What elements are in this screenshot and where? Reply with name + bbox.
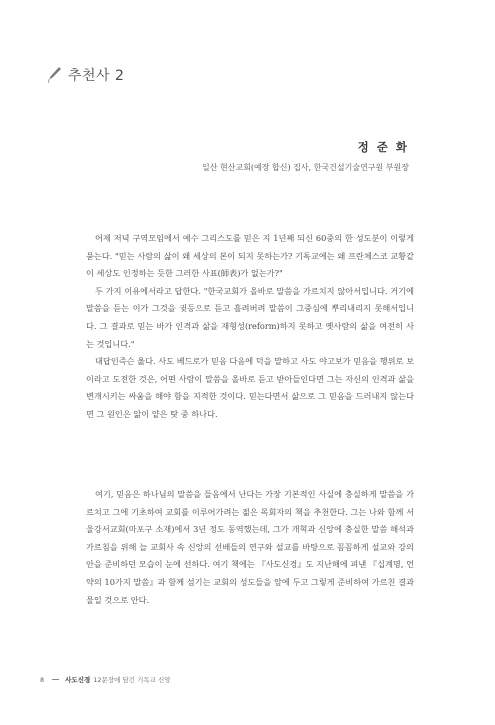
body-paragraph: 어제 저녁 구역모임에서 예수 그리스도를 믿은 지 1년째 되신 60중의 한 성도분이 이렇게 묻는다. "믿는 사람의 삶이 왜 세상의 본이 되지 못하는가? 기독교에는 왜 프란체스코 교황같이 세상도 인정하는 듯한 그러한 사표(師表)가 없는가?" — [86, 233, 414, 279]
body-text-block-1 — [86, 230, 414, 424]
body-paragraph: 여기, 믿음은 하나님의 말씀을 들음에서 난다는 가장 기본적인 사실에 충실하게 말씀을 가르치고 그에 기초하여 교회를 이루어가려는 젊은 목회자의 책을 추천한다. 그는 나와 함께 서울강서교회(마포구 소재)에서 3년 정도 동역했는데, 그가 개혁과 신앙에 충실한 말씀 해석과 가르침을 위해 늘 교회사 속 신앙의 선배들의 연구와 설교를 바탕으로 꼼꼼하게 설교와 강의안을 준비하던 모습이 눈에 선하다. 여기 책에는 『사도신경』도 지난해에 펴낸 『십계명, 언약의 10가지 말씀』과 함께 섬기는 교회의 성도들을 앞에 두고 그렇게 준비하여 가르친 결과물일 것으로 안다. — [86, 489, 414, 605]
section-heading — [46, 63, 124, 87]
body-paragraph: 대답인즉슨 옳다. 사도 베드로가 믿음 다음에 덕을 말하고 사도 야고보가 믿음을 행위로 보이라고 도전한 것은, 어떤 사람이 말씀을 올바로 듣고 받아들인다면 그는 자신의 인격과 삶을 변개시키는 싸움을 해야 함을 지적한 것이다. 믿는다면서 삶으로 그 믿음을 드러내지 않는다면 그 원인은 앎이 얕은 탓 중 하나다. — [86, 356, 414, 419]
page-footer — [40, 675, 171, 684]
footer-divider — [52, 679, 59, 680]
pen-icon — [46, 66, 62, 84]
author-name: 정 준 화 — [357, 140, 409, 154]
section-title: 추천사 2 — [68, 68, 125, 84]
page-number: 8 — [40, 675, 45, 684]
body-text-block-2 — [86, 486, 414, 609]
author-affiliation: 일산 현산교회(예장 합신) 집사, 한국건설기술연구원 부원장 — [202, 163, 409, 172]
book-title: 사도신경 — [65, 676, 91, 684]
body-paragraph: 두 가지 이유에서라고 답한다. "한국교회가 올바로 말씀을 가르치지 않아서입니다. 거기에 말씀을 듣는 이가 그것을 귓등으로 듣고 흘려버려 말씀이 그중심에 뿌리내리지 못해서입니다. 그 결과로 믿는 바가 인격과 삶을 재형성(reform)하지 못하고 옛사람의 삶을 여전히 사는 것입니다." — [86, 285, 414, 349]
book-subtitle: 12문장에 담긴 기독교 신앙 — [93, 676, 171, 684]
